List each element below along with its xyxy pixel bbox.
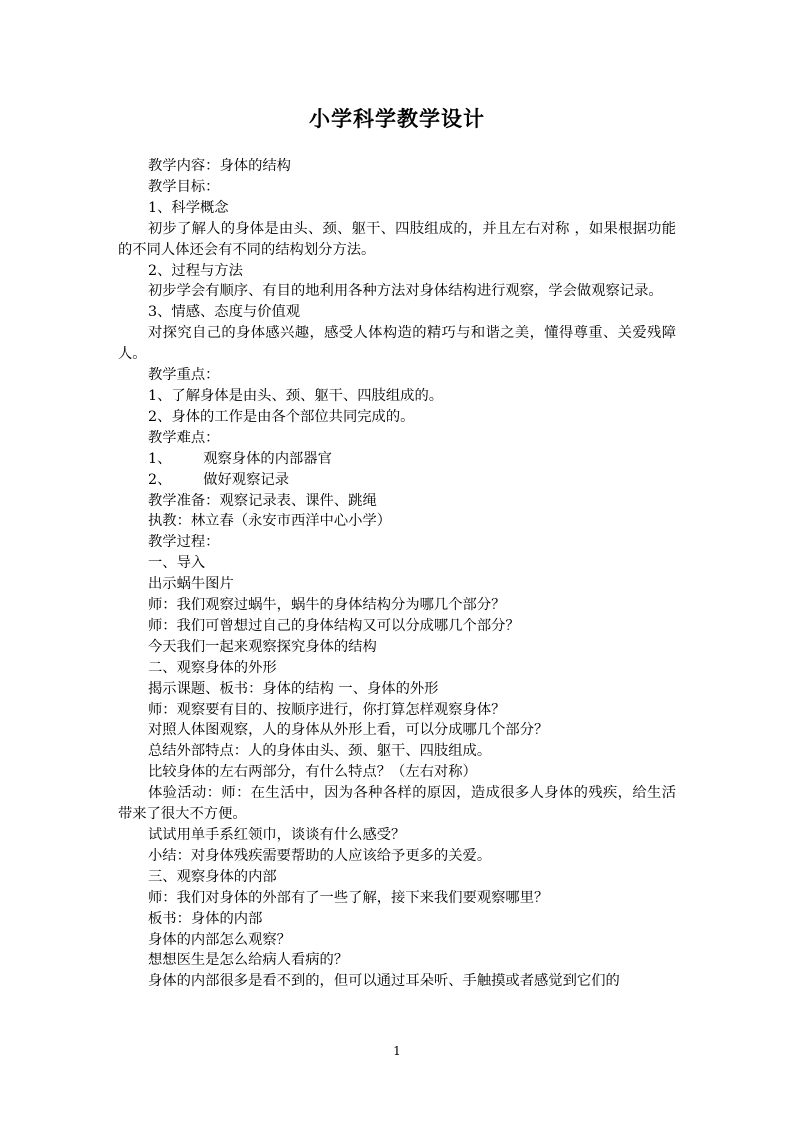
- paragraph-line: 对照人体图观察，人的身体从外形上看，可以分成哪几个部分？: [148, 722, 549, 739]
- paragraph-line: 出示蜗牛图片: [148, 576, 234, 593]
- paragraph-keypoint-1: 1、了解身体是由头、颈、躯干、四肢组成的。: [148, 387, 444, 404]
- paragraph-line: 总结外部特点：人的身体由头、颈、躯干、四肢组成。: [148, 743, 492, 760]
- document-title: 小学科学教学设计: [309, 106, 485, 131]
- paragraph-teacher: 执教：林立春（永安市西洋中心小学）: [148, 513, 392, 530]
- paragraph-line: 身体的内部怎么观察？: [148, 931, 291, 948]
- paragraph-process-text: 初步学会有顺序、有目的地利用各种方法对身体结构进行观察，学会做观察记录。: [148, 283, 663, 300]
- paragraph-section-intro: 一、导入: [148, 555, 206, 572]
- paragraph-line: 今天我们一起来观察探究身体的结构: [148, 638, 377, 655]
- paragraph-difficulty-2: 2、 做好观察记录: [148, 471, 289, 488]
- paragraph-section-interior: 三、观察身体的内部: [148, 868, 277, 885]
- paragraph-attitude-text: 对探究自己的身体感兴趣，感受人体构造的精巧与和谐之美，懂得尊重、关爱残障人。: [118, 325, 676, 363]
- paragraph-difficulty-1: 1、 观察身体的内部器官: [148, 450, 332, 467]
- paragraph-concept-heading: 1、科学概念: [148, 199, 229, 216]
- paragraph-line: 身体的内部很多是看不到的，但可以通过耳朵听、手触摸或者感觉到它们的: [148, 973, 620, 990]
- paragraph-keypoint-2: 2、身体的工作是由各个部位共同完成的。: [148, 408, 415, 425]
- paragraph-line: 师：我们可曾想过自己的身体结构又可以分成哪几个部分？: [148, 617, 520, 634]
- paragraph-process-start: 教学过程：: [148, 534, 220, 551]
- paragraph-content: 教学内容：身体的结构: [148, 158, 291, 174]
- paragraph-activity: 体验活动：师：在生活中，因为各种各样的原因，造成很多人身体的残疾，给生活带来了很大不方便。: [118, 785, 676, 823]
- paragraph-section-exterior: 二、观察身体的外形: [148, 659, 277, 676]
- paragraph-line: 想想医生是怎么给病人看病的？: [148, 952, 349, 969]
- page-number: 1: [393, 1044, 401, 1058]
- paragraph-process-heading: 2、过程与方法: [148, 262, 243, 279]
- paragraph-line: 师：我们观察过蜗牛，蜗牛的身体结构分为哪几个部分？: [148, 597, 506, 614]
- paragraph-difficulties-heading: 教学难点：: [148, 429, 220, 446]
- paragraph-line: 板书：身体的内部: [148, 910, 263, 927]
- document-body: [118, 156, 676, 992]
- paragraph-preparation: 教学准备：观察记录表、课件、跳绳: [148, 492, 377, 509]
- paragraph-line: 试试用单手系红领巾，谈谈有什么感受？: [148, 827, 406, 843]
- paragraph-line: 师：观察要有目的、按顺序进行，你打算怎样观察身体？: [148, 701, 506, 718]
- paragraph-line: 小结：对身体残疾需要帮助的人应该给予更多的关爱。: [148, 847, 492, 864]
- paragraph-line: 比较身体的左右两部分，有什么特点？（左右对称）: [148, 764, 477, 781]
- paragraph-keypoints-heading: 教学重点：: [148, 367, 220, 384]
- paragraph-objectives-heading: 教学目标：: [148, 178, 220, 195]
- paragraph-attitude-heading: 3、情感、态度与价值观: [148, 304, 301, 321]
- paragraph-concept-text: 初步了解人的身体是由头、颈、躯干、四肢组成的，并且左右对称 ，如果根据功能的不同人体还会有不同的结构划分方法。: [118, 220, 676, 258]
- paragraph-line: 揭示课题、板书：身体的结构 一、身体的外形: [148, 680, 439, 697]
- paragraph-line: 师：我们对身体的外部有了一些了解，接下来我们要观察哪里？: [148, 889, 549, 906]
